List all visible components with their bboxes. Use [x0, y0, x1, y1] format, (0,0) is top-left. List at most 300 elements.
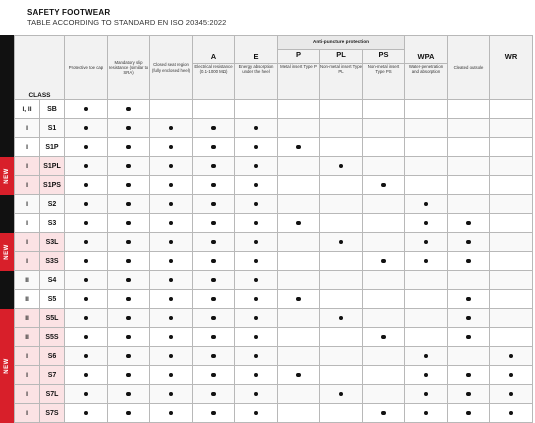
page-subtitle: TABLE ACCORDING TO STANDARD EN ISO 20345:2022 — [27, 18, 227, 27]
bullet-icon — [169, 316, 173, 320]
table-cell — [363, 385, 405, 404]
table-cell — [65, 119, 108, 138]
table-cell — [278, 404, 320, 423]
table-cell — [108, 176, 150, 195]
table-cell — [150, 138, 193, 157]
bullet-icon — [211, 373, 215, 377]
table-cell — [150, 290, 193, 309]
table-cell — [320, 385, 363, 404]
table-cell — [448, 100, 490, 119]
bullet-icon — [509, 373, 513, 377]
table-cell — [320, 271, 363, 290]
table-cell — [150, 119, 193, 138]
table-cell — [320, 138, 363, 157]
table-cell — [405, 214, 448, 233]
table-cell — [448, 233, 490, 252]
table-cell — [193, 157, 235, 176]
bullet-icon — [211, 164, 215, 168]
bullet-icon — [254, 297, 258, 301]
table-cell — [278, 309, 320, 328]
table-cell — [448, 404, 490, 423]
table-cell — [65, 404, 108, 423]
row-category: I — [15, 404, 40, 423]
table-cell — [150, 347, 193, 366]
table-cell — [108, 404, 150, 423]
bullet-icon — [466, 259, 470, 263]
table-cell — [448, 328, 490, 347]
row-category: I — [15, 233, 40, 252]
table-row — [15, 290, 533, 309]
bullet-icon — [211, 316, 215, 320]
table-cell — [320, 233, 363, 252]
bullet-icon — [84, 316, 88, 320]
table-row — [15, 157, 533, 176]
bullet-icon — [126, 126, 130, 130]
table-cell — [235, 347, 278, 366]
bullet-icon — [211, 411, 215, 415]
table-cell — [65, 271, 108, 290]
page-title: SAFETY FOOTWEAR — [27, 8, 111, 17]
table-cell — [150, 233, 193, 252]
bullet-icon — [211, 392, 215, 396]
bullet-icon — [424, 354, 428, 358]
bullet-icon — [296, 145, 300, 149]
table-cell — [108, 119, 150, 138]
table-cell — [363, 138, 405, 157]
bullet-icon — [254, 221, 258, 225]
bullet-icon — [466, 392, 470, 396]
table-cell — [448, 157, 490, 176]
col-header-cleated: Cleated outsole — [448, 36, 490, 100]
row-category: I, II — [15, 100, 40, 119]
table-cell — [235, 119, 278, 138]
table-cell — [363, 119, 405, 138]
bullet-icon — [254, 259, 258, 263]
new-badge — [0, 233, 14, 271]
table-cell — [278, 328, 320, 347]
table-cell — [448, 290, 490, 309]
table-row — [15, 404, 533, 423]
bullet-icon — [424, 202, 428, 206]
bullet-icon — [84, 221, 88, 225]
table-cell — [490, 309, 533, 328]
table-body — [15, 100, 533, 423]
table-cell — [363, 252, 405, 271]
new-badge — [0, 309, 14, 423]
table-cell — [448, 385, 490, 404]
bullet-icon — [211, 335, 215, 339]
bullet-icon — [254, 316, 258, 320]
bullet-icon — [254, 164, 258, 168]
bullet-icon — [339, 316, 343, 320]
table-cell — [193, 119, 235, 138]
table-cell — [235, 195, 278, 214]
bullet-icon — [424, 259, 428, 263]
class-header: CLASS — [15, 36, 65, 100]
bullet-icon — [211, 278, 215, 282]
table-cell — [363, 176, 405, 195]
bullet-icon — [84, 373, 88, 377]
row-class-code: S3L — [40, 233, 65, 252]
row-category: I — [15, 385, 40, 404]
table-cell — [405, 366, 448, 385]
col-header-toe-cap: Protective toe cap — [65, 36, 108, 100]
bullet-icon — [126, 221, 130, 225]
table-cell — [193, 195, 235, 214]
table-cell — [193, 404, 235, 423]
anti-puncture-header: Anti-puncture protection — [278, 36, 405, 50]
table-cell — [108, 252, 150, 271]
col-header-e-code: E — [235, 36, 278, 64]
table-cell — [278, 138, 320, 157]
table-cell — [320, 176, 363, 195]
bullet-icon — [211, 297, 215, 301]
col-header-pl-code: PL — [320, 50, 363, 64]
table-cell — [108, 366, 150, 385]
bullet-icon — [126, 297, 130, 301]
table-cell — [490, 252, 533, 271]
table-cell — [150, 252, 193, 271]
bullet-icon — [169, 373, 173, 377]
table-cell — [363, 271, 405, 290]
bullet-icon — [84, 126, 88, 130]
col-header-wr-code: WR — [490, 36, 533, 100]
table-cell — [405, 252, 448, 271]
bullet-icon — [211, 221, 215, 225]
table-cell — [65, 347, 108, 366]
table-cell — [108, 233, 150, 252]
bullet-icon — [466, 411, 470, 415]
table-cell — [320, 157, 363, 176]
row-class-code: S7L — [40, 385, 65, 404]
table-cell — [108, 138, 150, 157]
table-cell — [490, 119, 533, 138]
bullet-icon — [169, 278, 173, 282]
bullet-icon — [84, 297, 88, 301]
bullet-icon — [211, 145, 215, 149]
table-cell — [235, 290, 278, 309]
table-cell — [108, 385, 150, 404]
bullet-icon — [254, 202, 258, 206]
table-cell — [235, 214, 278, 233]
bullet-icon — [211, 183, 215, 187]
table-cell — [363, 366, 405, 385]
bullet-icon — [126, 392, 130, 396]
table-row — [15, 119, 533, 138]
bullet-icon — [169, 221, 173, 225]
table-cell — [490, 385, 533, 404]
table-cell — [65, 385, 108, 404]
table-cell — [278, 119, 320, 138]
bullet-icon — [339, 392, 343, 396]
table-cell — [278, 195, 320, 214]
table-cell — [150, 309, 193, 328]
table-cell — [150, 404, 193, 423]
row-class-code: S7S — [40, 404, 65, 423]
bullet-icon — [466, 335, 470, 339]
table-cell — [108, 271, 150, 290]
table-row — [15, 385, 533, 404]
bullet-icon — [84, 278, 88, 282]
table-row — [15, 233, 533, 252]
table-cell — [320, 290, 363, 309]
bullet-icon — [254, 145, 258, 149]
table-cell — [490, 290, 533, 309]
table-cell — [193, 233, 235, 252]
table-cell — [405, 100, 448, 119]
table-cell — [235, 157, 278, 176]
table-cell — [490, 195, 533, 214]
table-cell — [405, 309, 448, 328]
table-cell — [108, 100, 150, 119]
row-class-code: S6 — [40, 347, 65, 366]
table-cell — [363, 195, 405, 214]
bullet-icon — [296, 373, 300, 377]
bullet-icon — [169, 411, 173, 415]
table-cell — [65, 214, 108, 233]
bullet-icon — [169, 183, 173, 187]
table-cell — [108, 157, 150, 176]
table-cell — [405, 176, 448, 195]
bullet-icon — [211, 126, 215, 130]
table-cell — [150, 176, 193, 195]
table-cell — [320, 347, 363, 366]
table-cell — [405, 138, 448, 157]
bullet-icon — [339, 240, 343, 244]
table-cell — [363, 309, 405, 328]
col-header-a-code: A — [193, 36, 235, 64]
table-row — [15, 138, 533, 157]
table-cell — [193, 328, 235, 347]
row-category: II — [15, 328, 40, 347]
col-header-wpa-desc: Water-penetration and absorption — [405, 64, 448, 100]
table-cell — [490, 176, 533, 195]
bullet-icon — [126, 278, 130, 282]
table-row — [15, 176, 533, 195]
table-cell — [278, 290, 320, 309]
bullet-icon — [254, 373, 258, 377]
col-header-slip: Mandatory slip resistance (similar to SRA) — [108, 36, 150, 100]
row-category: II — [15, 271, 40, 290]
bullet-icon — [126, 240, 130, 244]
bullet-icon — [211, 259, 215, 263]
bullet-icon — [296, 221, 300, 225]
table-cell — [405, 290, 448, 309]
col-header-seat: Closed seat region (fully enclosed heel) — [150, 36, 193, 100]
bullet-icon — [254, 335, 258, 339]
table-cell — [448, 252, 490, 271]
col-header-ps-desc: Non-metal insert Type PS — [363, 64, 405, 100]
table-cell — [363, 290, 405, 309]
bullet-icon — [466, 221, 470, 225]
table-cell — [65, 100, 108, 119]
table-cell — [278, 214, 320, 233]
table-cell — [235, 328, 278, 347]
bullet-icon — [211, 202, 215, 206]
table-cell — [448, 309, 490, 328]
row-category: I — [15, 195, 40, 214]
bullet-icon — [254, 183, 258, 187]
table-cell — [278, 176, 320, 195]
new-badge-label: NEW — [4, 243, 10, 260]
col-header-wpa-code: WPA — [405, 36, 448, 64]
table-cell — [363, 233, 405, 252]
table-cell — [65, 176, 108, 195]
table-cell — [405, 404, 448, 423]
row-class-code: SB — [40, 100, 65, 119]
bullet-icon — [169, 335, 173, 339]
row-class-code: S3 — [40, 214, 65, 233]
bullet-icon — [466, 373, 470, 377]
table-cell — [448, 347, 490, 366]
table-cell — [490, 233, 533, 252]
table-row — [15, 271, 533, 290]
bullet-icon — [424, 240, 428, 244]
bullet-icon — [296, 297, 300, 301]
table-cell — [320, 100, 363, 119]
bullet-icon — [126, 316, 130, 320]
table-cell — [108, 195, 150, 214]
col-header-pl-desc: Non-metal insert Type PL — [320, 64, 363, 100]
bullet-icon — [254, 126, 258, 130]
table-cell — [278, 100, 320, 119]
row-category: I — [15, 252, 40, 271]
row-category: I — [15, 214, 40, 233]
table-cell — [278, 233, 320, 252]
bullet-icon — [169, 145, 173, 149]
bullet-icon — [126, 259, 130, 263]
bullet-icon — [169, 202, 173, 206]
table-row — [15, 214, 533, 233]
table-cell — [363, 328, 405, 347]
table-cell — [150, 214, 193, 233]
bullet-icon — [339, 164, 343, 168]
row-class-code: S5 — [40, 290, 65, 309]
table-cell — [363, 100, 405, 119]
table-cell — [490, 138, 533, 157]
table-cell — [150, 100, 193, 119]
table-cell — [363, 404, 405, 423]
title-block — [27, 8, 226, 27]
table-cell — [193, 366, 235, 385]
row-class-code: S1PS — [40, 176, 65, 195]
table-cell — [490, 347, 533, 366]
safety-footwear-table — [14, 35, 533, 423]
table-cell — [235, 404, 278, 423]
bullet-icon — [381, 335, 385, 339]
table-cell — [490, 100, 533, 119]
table-cell — [363, 157, 405, 176]
table-cell — [490, 214, 533, 233]
bullet-icon — [381, 411, 385, 415]
table-cell — [150, 157, 193, 176]
table-cell — [193, 252, 235, 271]
bullet-icon — [254, 392, 258, 396]
row-category: I — [15, 138, 40, 157]
table-cell — [448, 366, 490, 385]
table-cell — [65, 252, 108, 271]
table-cell — [193, 100, 235, 119]
bullet-icon — [381, 183, 385, 187]
table-cell — [193, 309, 235, 328]
row-class-code: S7 — [40, 366, 65, 385]
bullet-icon — [211, 354, 215, 358]
row-class-code: S2 — [40, 195, 65, 214]
bullet-icon — [169, 164, 173, 168]
table-cell — [193, 176, 235, 195]
bullet-icon — [84, 240, 88, 244]
table-cell — [235, 176, 278, 195]
table-cell — [405, 157, 448, 176]
table-row — [15, 347, 533, 366]
row-category: I — [15, 176, 40, 195]
table-cell — [278, 347, 320, 366]
bullet-icon — [84, 202, 88, 206]
table-cell — [405, 328, 448, 347]
table-cell — [278, 271, 320, 290]
table-cell — [65, 290, 108, 309]
table-cell — [108, 290, 150, 309]
bullet-icon — [84, 392, 88, 396]
bullet-icon — [126, 202, 130, 206]
table-cell — [235, 309, 278, 328]
table-row — [15, 195, 533, 214]
table-cell — [235, 385, 278, 404]
bullet-icon — [509, 354, 513, 358]
col-header-p-code: P — [278, 50, 320, 64]
col-header-e-desc: Energy absorption under the heel — [235, 64, 278, 100]
bullet-icon — [169, 297, 173, 301]
table-cell — [320, 119, 363, 138]
bullet-icon — [424, 221, 428, 225]
table-cell — [405, 119, 448, 138]
table-cell — [320, 195, 363, 214]
bullet-icon — [254, 278, 258, 282]
bullet-icon — [169, 354, 173, 358]
table-cell — [193, 214, 235, 233]
table-cell — [448, 214, 490, 233]
table-cell — [193, 271, 235, 290]
row-class-code: S3S — [40, 252, 65, 271]
bullet-icon — [424, 392, 428, 396]
table-cell — [448, 195, 490, 214]
bullet-icon — [84, 259, 88, 263]
table-cell — [405, 233, 448, 252]
table-cell — [193, 290, 235, 309]
bullet-icon — [126, 354, 130, 358]
bullet-icon — [381, 259, 385, 263]
bullet-icon — [84, 183, 88, 187]
table-cell — [235, 233, 278, 252]
row-class-code: S5L — [40, 309, 65, 328]
table-cell — [278, 366, 320, 385]
bullet-icon — [84, 411, 88, 415]
bullet-icon — [169, 240, 173, 244]
table-row — [15, 366, 533, 385]
row-category: II — [15, 309, 40, 328]
table-row — [15, 309, 533, 328]
row-class-code: S4 — [40, 271, 65, 290]
table-cell — [235, 138, 278, 157]
row-class-code: S1 — [40, 119, 65, 138]
table-cell — [235, 366, 278, 385]
row-class-code: S1PL — [40, 157, 65, 176]
table-cell — [490, 404, 533, 423]
bullet-icon — [169, 259, 173, 263]
bullet-icon — [169, 392, 173, 396]
row-class-code: S5S — [40, 328, 65, 347]
table-cell — [363, 347, 405, 366]
